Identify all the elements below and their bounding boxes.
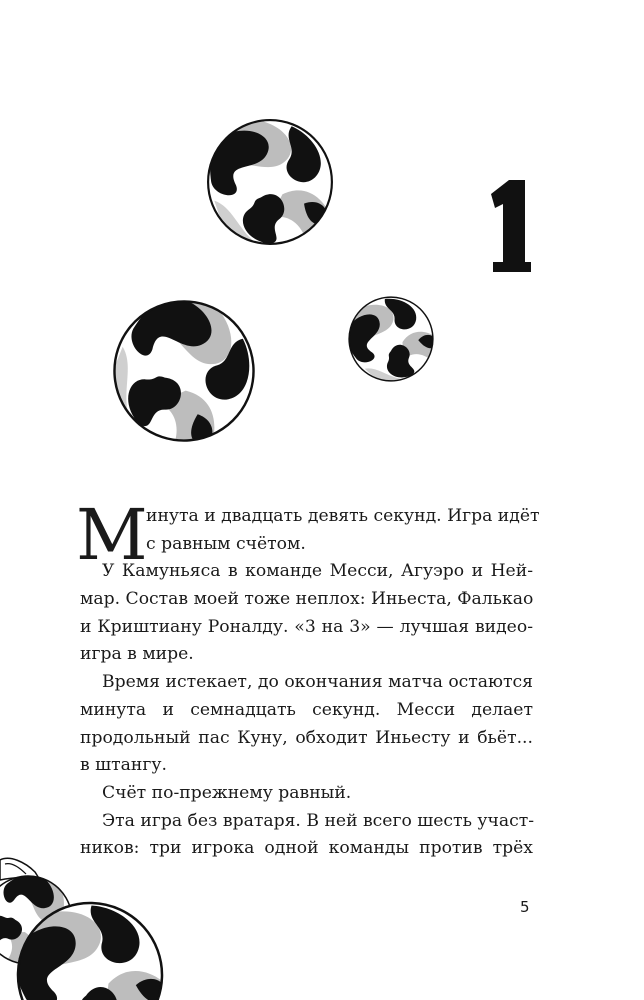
text-line: игра в мире. bbox=[80, 644, 194, 665]
text-line: Счёт по-прежнему равный. bbox=[102, 782, 352, 803]
page-number: 5 bbox=[520, 898, 530, 916]
text-line: с равным счётом. bbox=[146, 533, 306, 554]
text-line: Время истекает, до окончания матча остаются bbox=[102, 672, 533, 693]
text-line: мар. Состав моей тоже неплох: Иньеста, Фалькао bbox=[80, 589, 534, 610]
text-line: минута и семнадцать секунд. Месси делает bbox=[80, 699, 533, 720]
text-line: в штангу. bbox=[80, 755, 167, 776]
chapter-text bbox=[76, 494, 540, 863]
text-line: инута и двадцать девять секунд. Игра идёт bbox=[146, 506, 540, 526]
chapter-number bbox=[487, 178, 533, 274]
text-line: продольный пас Куну, обходит Иньесту и бьёт... bbox=[80, 727, 533, 748]
corner-illustration bbox=[0, 850, 170, 1000]
drop-cap: М bbox=[76, 494, 148, 576]
text-line: ников: три игрока одной команды против трёх bbox=[80, 838, 533, 859]
text-line: и Криштиану Роналду. «3 на 3» — лучшая видео- bbox=[80, 616, 533, 637]
text-line: Эта игра без вратаря. В ней всего шесть участ- bbox=[102, 810, 535, 831]
soccer-ball-icon bbox=[111, 298, 257, 444]
text-line: У Камуньяса в команде Месси, Агуэро и Ней- bbox=[102, 561, 533, 582]
soccer-ball-icon bbox=[347, 295, 435, 383]
soccer-ball-icon bbox=[205, 117, 335, 247]
